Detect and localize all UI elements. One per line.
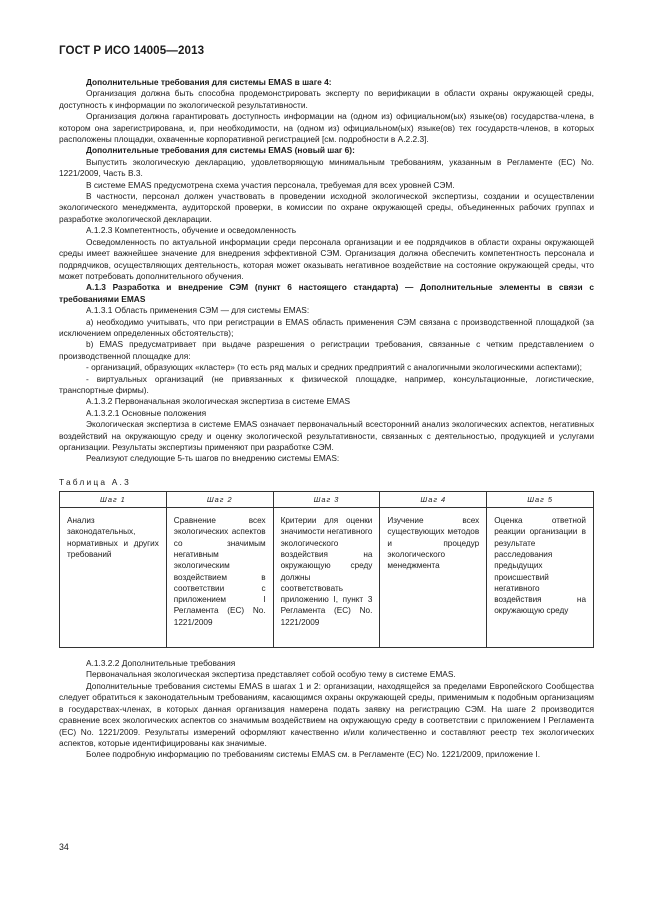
section-heading: А.1.2.3 Компетентность, обучение и осведомленность	[86, 225, 297, 236]
table-header-cell: Шаг 4	[380, 491, 487, 507]
paragraph: В системе EMAS предусмотрена схема участия персонала, требуемая для всех уровней СЭМ.	[86, 179, 455, 190]
table-cell: Критерии для оценки значимости негативного экологического воздействия на окружающую среду должны соответствовать приложению I, пункт 3 Регламента (ЕС) No. 1221/2009	[273, 508, 380, 648]
table-caption: Таблица А.3	[59, 476, 131, 487]
list-item: - организаций, образующих «кластер» (то есть ряд малых и средних предприятий с аналогичными экологическими аспектами);	[86, 362, 582, 373]
section-heading: А.1.3.2.2 Дополнительные требования	[86, 658, 236, 669]
page-number: 34	[59, 842, 69, 852]
paragraph: Более подробную информацию по требованиям системы EMAS см. в Регламенте (ЕС) No. 1221/2009, приложение I.	[86, 749, 541, 760]
section-heading: А.1.3.1 Область применения СЭМ — для системы EMAS:	[86, 305, 310, 316]
paragraph: Первоначальная экологическая экспертиза представляет собой особую тему в системе EMAS.	[86, 669, 456, 680]
table-row	[60, 508, 594, 648]
list-item: b) EMAS предусматривает при выдаче разрешения о регистрации требования, связанные с четким представлением о производственной площадке для:	[59, 339, 594, 361]
document-header: ГОСТ Р ИСО 14005—2013	[59, 44, 205, 57]
paragraph: Дополнительные требования системы EMAS в шагах 1 и 2: организации, находящейся за пределами Европейского Сообщества следует обратиться к законодательным требованиям, касающимся охраны окружающей среды, применимым к подобным организациям в государствах-членах, в которых данная организация намерена подать заявку на регистрацию СЭМ. На шаге 2 производится сравнение всех экологических аспектов со значимым воздействием на окружающую среду в соответствии с приложением I Регламента (ЕС) No. 1221/2009. Результаты измерений оформляют качественно и/или количественно и составляют реестр тех экологических аспектов, которые идентифицированы как значимые.	[59, 680, 594, 748]
paragraph: Организация должна быть способна продемонстрировать эксперту по верификации в области охраны окружающей среды, доступность к информации по экологической результативности.	[59, 88, 594, 110]
paragraph: Экологическая экспертиза в системе EMAS означает первоначальный всесторонний анализ экологических аспектов, негативных воздействий на окружающую среду и оценку экологической результативности, связанных с деятельностью, продукцией и услугами организации. Результаты экспертизы применяют при разработке СЭМ.	[59, 419, 594, 452]
section-heading: А.1.3 Разработка и внедрение СЭМ (пункт 6 настоящего стандарта) — Дополнительные элементы в связи с требованиями EMAS	[59, 282, 594, 304]
table-header-cell: Шаг 5	[487, 491, 594, 507]
table-header-cell: Шаг 2	[166, 491, 273, 507]
table-header-cell: Шаг 3	[273, 491, 380, 507]
table-header-cell: Шаг 1	[60, 491, 167, 507]
paragraph: Реализуют следующие 5-ть шагов по внедрению системы EMAS:	[86, 453, 340, 464]
table-cell: Сравнение всех экологических аспектов со значимым негативным экологическим воздействием в соответствии с приложением I Регламента (ЕС) No. 1221/2009	[166, 508, 273, 648]
table-cell: Изучение всех существующих методов и процедур экологического менеджмента	[380, 508, 487, 648]
paragraph: В частности, персонал должен участвовать в проведении исходной экологической экспертизы, создании и осуществлении экологического менеджмента, аудиторской проверки, в комиссии по охране окружающей среды, объединенных рабочих группах и разработке экологической декларации.	[59, 191, 594, 224]
paragraph: Организация должна гарантировать доступность информации на (одном из) официальном(ых) языке(ов) государства-члена, в котором она зарегистрирована, и, при необходимости, на (одном из) официальном(ых) языке(ов) тех государств-членов, в которых расположены площадки, охваченные корпоративной регистрацией [см. подробности в А.2.2.3].	[59, 111, 594, 145]
steps-table	[59, 491, 594, 648]
section-heading: А.1.3.2.1 Основные положения	[86, 407, 207, 418]
paragraph: Дополнительные требования для системы EMAS (новый шаг 6):	[86, 145, 355, 156]
table-cell: Анализ законодательных, нормативных и других требований	[60, 508, 167, 648]
paragraph: Выпустить экологическую декларацию, удовлетворяющую минимальным требованиям, указанным в Регламенте (ЕС) No. 1221/2009, Часть В.3.	[59, 156, 594, 179]
list-item: а) необходимо учитывать, что при регистрации в EMAS область применения СЭМ связана с производственной площадкой (за исключением определенных обстоятельств);	[59, 316, 594, 338]
list-item: - виртуальных организаций (не привязанных к физической площадке, например, консультационные, логистические, транспортные фирмы).	[59, 373, 594, 395]
table-header-row	[60, 491, 594, 507]
paragraph: Осведомленность по актуальной информации среди персонала организации и ее подрядчиков в области охраны окружающей среды имеет важнейшее значение для внедрения эффективной СЭМ. Организация должна обеспечить компетентность персонала и подрядчиков, осуществляющих деятельность, которая может оказывать негативное воздействие на состояние окружающей среды, что может потребовать дополнительного обучения.	[59, 236, 594, 281]
table-cell: Оценка ответной реакции организации в результате расследования предыдущих происшествий негативного воздействия на окружающую среду	[487, 508, 594, 648]
main-text	[59, 77, 594, 465]
section-heading: А.1.3.2 Первоначальная экологическая экспертиза в системе EMAS	[86, 396, 351, 407]
after-table-text	[59, 658, 594, 761]
paragraph: Дополнительные требования для системы EMAS в шаге 4:	[86, 77, 332, 87]
